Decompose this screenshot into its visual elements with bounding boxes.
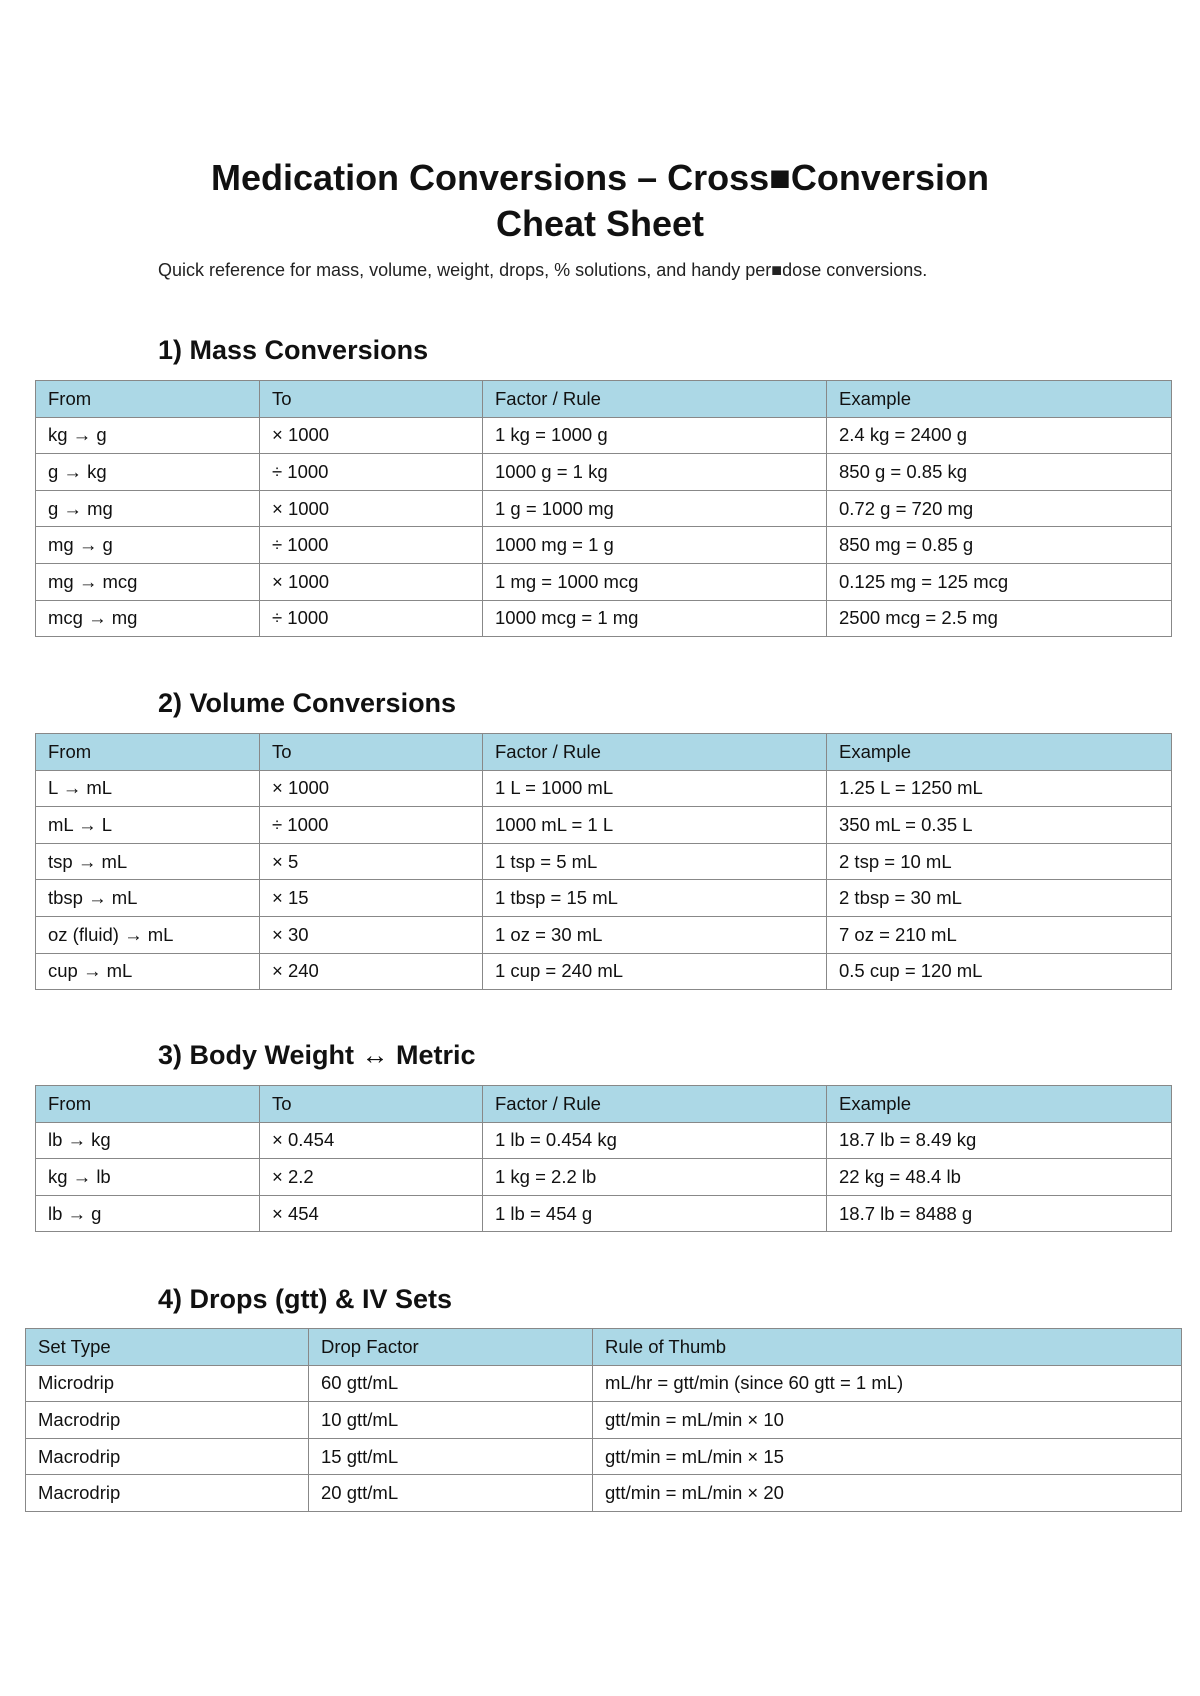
table-cell: × 2.2 [260, 1159, 483, 1196]
page-title-line-2: Cheat Sheet [495, 203, 705, 244]
table-cell: 60 gtt/mL [309, 1365, 593, 1402]
table-cell: tsp → mL [36, 843, 260, 880]
table-cell: 2 tsp = 10 mL [827, 843, 1172, 880]
section-heading-volume: 2) Volume Conversions [158, 688, 457, 718]
column-header: Factor / Rule [483, 381, 827, 418]
body-weight-table [35, 1085, 1172, 1232]
page-title [0, 155, 1200, 247]
table-cell: gtt/min = mL/min × 10 [593, 1402, 1182, 1439]
column-header: Example [827, 381, 1172, 418]
table-row [36, 527, 1172, 564]
table-cell: ÷ 1000 [260, 527, 483, 564]
table-cell: 2 tbsp = 30 mL [827, 880, 1172, 917]
column-header: From [36, 734, 260, 771]
table-cell: gtt/min = mL/min × 20 [593, 1475, 1182, 1512]
table-cell: 1 lb = 0.454 kg [483, 1122, 827, 1159]
table-cell: Macrodrip [26, 1402, 309, 1439]
table-cell: 18.7 lb = 8488 g [827, 1195, 1172, 1232]
table-cell: 1000 g = 1 kg [483, 454, 827, 491]
table-cell: g → mg [36, 490, 260, 527]
table-row [36, 490, 1172, 527]
table-cell: mg → g [36, 527, 260, 564]
table-cell: 10 gtt/mL [309, 1402, 593, 1439]
table-cell: 1 cup = 240 mL [483, 953, 827, 990]
table-cell: × 1000 [260, 770, 483, 807]
table-cell: 850 g = 0.85 kg [827, 454, 1172, 491]
table-cell: × 1000 [260, 490, 483, 527]
table-row [36, 417, 1172, 454]
table-header-row [36, 381, 1172, 418]
table-cell: 18.7 lb = 8.49 kg [827, 1122, 1172, 1159]
table-cell: × 1000 [260, 417, 483, 454]
table-cell: × 30 [260, 916, 483, 953]
table-row [36, 1159, 1172, 1196]
table-cell: 22 kg = 48.4 lb [827, 1159, 1172, 1196]
table-cell: ÷ 1000 [260, 807, 483, 844]
column-header: From [36, 381, 260, 418]
table-cell: mcg → mg [36, 600, 260, 637]
table-cell: × 15 [260, 880, 483, 917]
table-cell: 2.4 kg = 2400 g [827, 417, 1172, 454]
column-header: To [260, 734, 483, 771]
table-row [36, 953, 1172, 990]
page-subtitle: Quick reference for mass, volume, weight, drops, % solutions, and handy per■dose conversions. [158, 260, 928, 280]
page-title-line-1: Medication Conversions – Cross■Conversion [211, 157, 989, 198]
table-cell: L → mL [36, 770, 260, 807]
table-row [26, 1438, 1182, 1475]
table-cell: cup → mL [36, 953, 260, 990]
table-row [36, 454, 1172, 491]
table-row [36, 880, 1172, 917]
table-cell: mL/hr = gtt/min (since 60 gtt = 1 mL) [593, 1365, 1182, 1402]
section-heading-drops: 4) Drops (gtt) & IV Sets [158, 1284, 453, 1314]
table-cell: lb → g [36, 1195, 260, 1232]
column-header: To [260, 1086, 483, 1123]
table-cell: mL → L [36, 807, 260, 844]
column-header: Set Type [26, 1329, 309, 1366]
column-header: Rule of Thumb [593, 1329, 1182, 1366]
table-row [36, 770, 1172, 807]
table-cell: 0.125 mg = 125 mcg [827, 563, 1172, 600]
table-cell: 1 mg = 1000 mcg [483, 563, 827, 600]
mass-conversions-table [35, 380, 1172, 637]
section-heading-body-weight: 3) Body Weight ↔ Metric [158, 1040, 476, 1070]
table-cell: ÷ 1000 [260, 454, 483, 491]
column-header: Factor / Rule [483, 734, 827, 771]
table-cell: 1000 mcg = 1 mg [483, 600, 827, 637]
table-cell: 20 gtt/mL [309, 1475, 593, 1512]
table-cell: kg → lb [36, 1159, 260, 1196]
table-cell: 1 tbsp = 15 mL [483, 880, 827, 917]
table-cell: 350 mL = 0.35 L [827, 807, 1172, 844]
table-row [36, 1195, 1172, 1232]
table-cell: gtt/min = mL/min × 15 [593, 1438, 1182, 1475]
table-cell: lb → kg [36, 1122, 260, 1159]
column-header: Example [827, 734, 1172, 771]
table-cell: 1 oz = 30 mL [483, 916, 827, 953]
table-header-row [36, 1086, 1172, 1123]
table-cell: 1 kg = 2.2 lb [483, 1159, 827, 1196]
table-cell: × 240 [260, 953, 483, 990]
table-row [26, 1365, 1182, 1402]
volume-conversions-table [35, 733, 1172, 990]
table-cell: 1 g = 1000 mg [483, 490, 827, 527]
column-header: Factor / Rule [483, 1086, 827, 1123]
table-row [36, 843, 1172, 880]
column-header: Drop Factor [309, 1329, 593, 1366]
table-cell: × 0.454 [260, 1122, 483, 1159]
table-cell: Microdrip [26, 1365, 309, 1402]
table-row [36, 916, 1172, 953]
table-cell: Macrodrip [26, 1475, 309, 1512]
table-cell: 1 lb = 454 g [483, 1195, 827, 1232]
table-cell: 2500 mcg = 2.5 mg [827, 600, 1172, 637]
column-header: Example [827, 1086, 1172, 1123]
table-cell: 850 mg = 0.85 g [827, 527, 1172, 564]
table-cell: 1000 mg = 1 g [483, 527, 827, 564]
table-cell: Macrodrip [26, 1438, 309, 1475]
table-cell: 1 L = 1000 mL [483, 770, 827, 807]
table-cell: mg → mcg [36, 563, 260, 600]
table-cell: 1 tsp = 5 mL [483, 843, 827, 880]
table-cell: × 1000 [260, 563, 483, 600]
table-cell: oz (fluid) → mL [36, 916, 260, 953]
table-row [36, 1122, 1172, 1159]
table-cell: 1.25 L = 1250 mL [827, 770, 1172, 807]
table-cell: × 454 [260, 1195, 483, 1232]
table-cell: kg → g [36, 417, 260, 454]
table-header-row [26, 1329, 1182, 1366]
table-row [26, 1402, 1182, 1439]
table-cell: × 5 [260, 843, 483, 880]
table-row [36, 600, 1172, 637]
table-cell: 1000 mL = 1 L [483, 807, 827, 844]
table-cell: g → kg [36, 454, 260, 491]
drops-iv-sets-table [25, 1328, 1182, 1512]
table-row [26, 1475, 1182, 1512]
table-cell: ÷ 1000 [260, 600, 483, 637]
table-header-row [36, 734, 1172, 771]
table-row [36, 807, 1172, 844]
table-cell: 15 gtt/mL [309, 1438, 593, 1475]
table-cell: 7 oz = 210 mL [827, 916, 1172, 953]
column-header: From [36, 1086, 260, 1123]
column-header: To [260, 381, 483, 418]
table-cell: 0.5 cup = 120 mL [827, 953, 1172, 990]
table-cell: 0.72 g = 720 mg [827, 490, 1172, 527]
table-cell: 1 kg = 1000 g [483, 417, 827, 454]
table-row [36, 563, 1172, 600]
section-heading-mass: 1) Mass Conversions [158, 335, 429, 365]
table-cell: tbsp → mL [36, 880, 260, 917]
